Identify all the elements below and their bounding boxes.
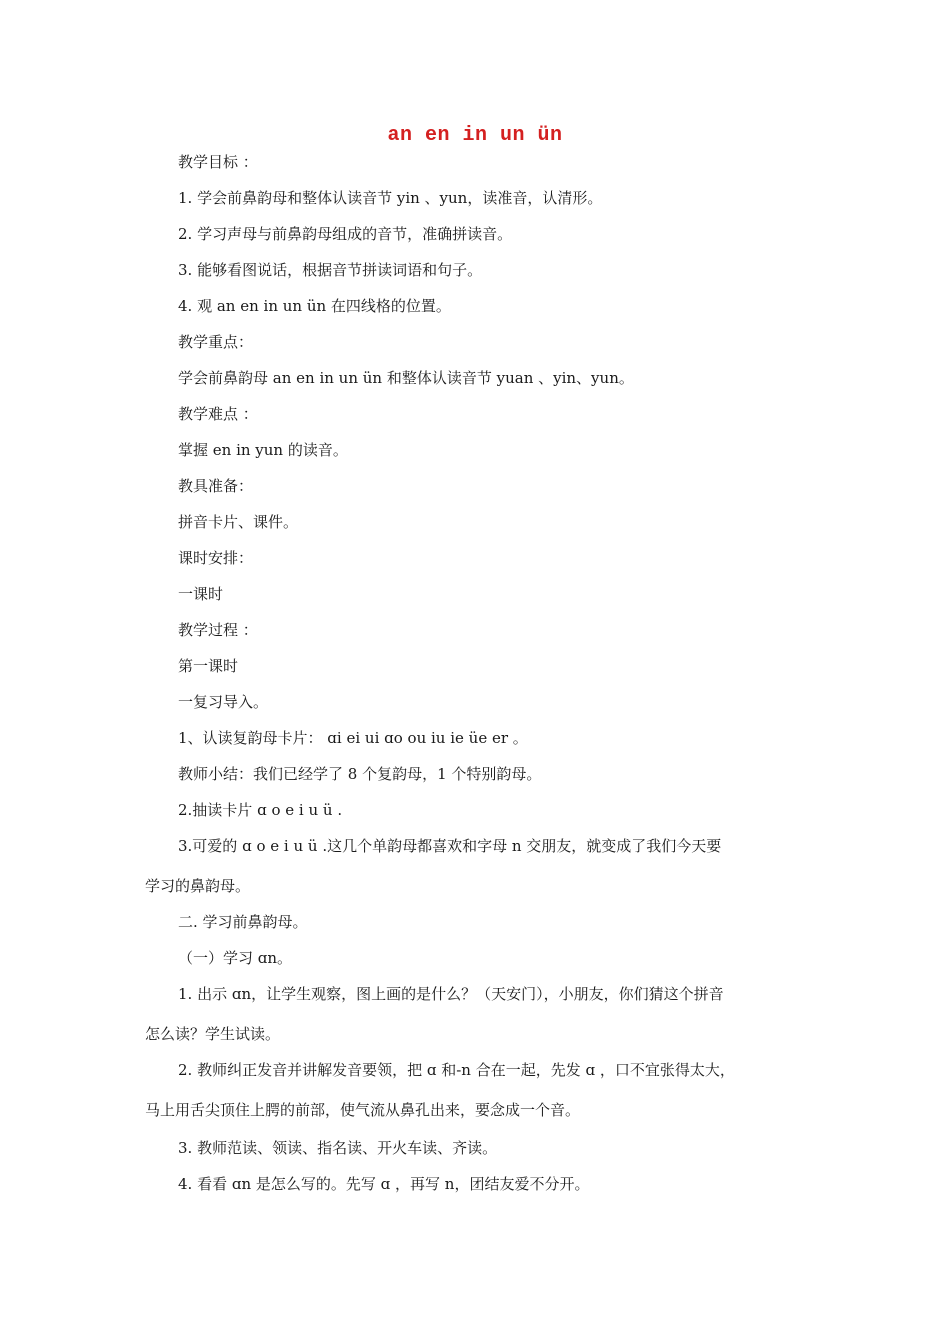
paragraph: 第一课时	[178, 657, 239, 675]
objective-item: 2. 学习声母与前鼻韵母组成的音节，准确拼读音。	[178, 225, 513, 243]
section-heading-schedule: 课时安排：	[178, 549, 254, 567]
objective-item: 4. 观 an en in un ün 在四线格的位置。	[178, 297, 451, 315]
paragraph-continuation: 怎么读？学生试读。	[145, 1025, 281, 1043]
document-title: an en in un ün	[387, 124, 563, 147]
paragraph: 1. 出示 ɑn，让学生观察，图上画的是什么？（天安门），小朋友，你们猜这个拼音	[178, 985, 724, 1003]
paragraph: 教师小结：我们已经学了 8 个复韵母，1 个特别韵母。	[178, 765, 542, 783]
paragraph: 3. 教师范读、领读、指名读、开火车读、齐读。	[178, 1139, 498, 1157]
section-heading-key-points: 教学重点：	[178, 333, 254, 351]
paragraph: 一复习导入。	[178, 693, 269, 711]
section-heading-materials: 教具准备：	[178, 477, 254, 495]
paragraph: 学会前鼻韵母 an en in un ün 和整体认读音节 yuan 、yin、yun。	[178, 369, 634, 387]
objective-item: 3. 能够看图说话，根据音节拼读词语和句子。	[178, 261, 483, 279]
section-heading-difficulties: 教学难点 ：	[178, 405, 258, 423]
paragraph: 拼音卡片、课件。	[178, 513, 299, 531]
paragraph: 2. 教师纠正发音并讲解发音要领，把 ɑ 和-n 合在一起，先发 ɑ ，口不宜张得太大，	[178, 1061, 735, 1079]
section-heading: 二. 学习前鼻韵母。	[178, 913, 308, 931]
paragraph: 2.抽读卡片 ɑ o e i u ü .	[178, 801, 343, 819]
paragraph: 1、认读复韵母卡片： ɑi ei ui ɑo ou iu ie üe er 。	[178, 729, 528, 747]
subsection-heading: （一）学习 ɑn。	[178, 949, 293, 967]
paragraph: 掌握 en in yun 的读音。	[178, 441, 348, 459]
paragraph: 3.可爱的 ɑ o e i u ü .这几个单韵母都喜欢和字母 n 交朋友，就变成了我们今天要	[178, 837, 722, 855]
paragraph-continuation: 马上用舌尖顶住上腭的前部，使气流从鼻孔出来，要念成一个音。	[145, 1101, 581, 1119]
section-heading-objectives: 教学目标 ：	[178, 153, 258, 171]
objective-item: 1. 学会前鼻韵母和整体认读音节 yin 、yun，读准音，认清形。	[178, 189, 603, 207]
paragraph: 一课时	[178, 585, 224, 603]
section-heading-process: 教学过程 ：	[178, 621, 258, 639]
paragraph: 4. 看看 ɑn 是怎么写的。先写 ɑ ，再写 n，团结友爱不分开。	[178, 1175, 590, 1193]
paragraph-continuation: 学习的鼻韵母。	[145, 877, 251, 895]
